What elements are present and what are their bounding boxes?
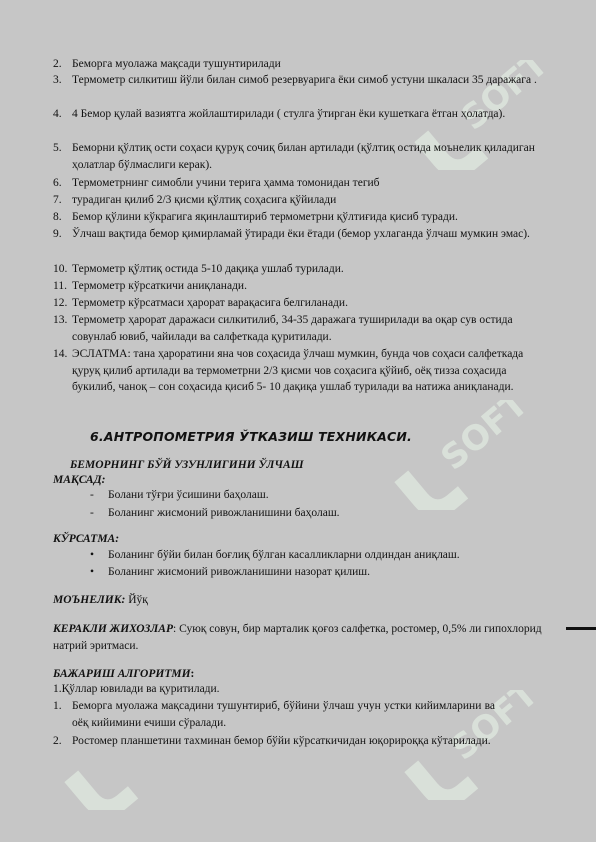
contraindication-line: МОЪНЕЛИК: Йўқ — [53, 594, 148, 606]
svg-text:SOFT: SOFT — [453, 60, 550, 139]
goal-item: - Болани тўғри ўсишини баҳолаш. — [90, 489, 269, 501]
goal-label: МАҚСАД: — [53, 474, 106, 486]
list-item: 5. Беморни қўлтиқ ости соҳаси қуруқ сочиқ билан артилади (қўлтиқ остида моънелик қиладиган ҳолатлар бўлмаслиги керак). — [53, 142, 535, 171]
list-item: 7. турадиган қилиб 2/3 қисми қўлтиқ соҳасига қўйилади — [53, 194, 337, 206]
goal-item: - Боланинг жисмоний ривожланишини баҳолаш. — [90, 507, 340, 519]
list-item: 3. Термометр силкитиш йўли билан симоб резервуарига ёки симоб устуни шкаласи 35 даражага . — [53, 74, 537, 86]
equipment-paragraph: КЕРАКЛИ ЖИХОЗЛАР: Суюқ совун, бир марталик қоғоз салфетка, ростомер, 0,5% ли гипохлорид натрий эритмаси. — [53, 623, 542, 652]
indication-label: КЎРСАТМА: — [53, 533, 120, 545]
subsection-title: БЕМОРНИНГ БЎЙ УЗУНЛИГИНИ ЎЛЧАШ — [70, 459, 304, 471]
svg-text:SOFT: SOFT — [433, 400, 530, 479]
svg-text:SOFT: SOFT — [443, 690, 540, 769]
list-item: 11. Термометр кўрсаткичи аниқланади. — [53, 280, 247, 292]
list-item: 8. Бемор қўлини кўкрагига яқинлаштириб термометрни қўлтиғида қисиб туради. — [53, 211, 458, 223]
algorithm-label: БАЖАРИШ АЛГОРИТМИ: — [53, 668, 195, 680]
list-item: 10. Термометр қўлтиқ остида 5-10 дақиқа ушлаб турилади. — [53, 263, 344, 275]
watermark-logo-middle — [370, 400, 530, 510]
list-item: 1. Беморга муолажа мақсадини тушунтириб, бўйини ўлчаш учун устки кийимларини ва оёқ кийимини ечиши сўралади. — [53, 700, 495, 729]
list-item: 2. Ростомер планшетини тахминан бемор бўйи кўрсаткичидан юқорироққа кўтарилади. — [53, 735, 491, 747]
indication-item: • Боланинг жисмоний ривожланишини назорат қилиш. — [90, 566, 370, 578]
list-item: 14. ЭСЛАТМА: тана ҳароратини яна чов соҳасида ўлчаш мумкин, бунда чов соҳаси салфеткада қуруқ қилиб артилади ва термометрни 2/3 қисми чов соҳасига қўйиб, оёқ тизза соҳасида букилиб, чаноқ – сон соҳасида қисиб 5- 10 дақиқа ушлаб турилади ва натижа аниқланади. — [53, 348, 524, 393]
section-title: 6.АНТРОПОМЕТРИЯ ЎТКАЗИШ ТЕХНИКАСИ. — [90, 429, 412, 444]
list-item: 13. Термометр ҳарорат даражаси силкитилиб, 34-35 даражага туширилади ва оқар сув остида совунлаб ювиб, чайилади ва салфеткада қуритилади. — [53, 314, 513, 343]
indication-item: • Боланинг бўйи билан боғлиқ бўлган касалликларни олдиндан аниқлаш. — [90, 549, 460, 561]
list-item: 2. Беморга муолажа мақсади тушунтирилади — [53, 58, 281, 70]
list-item: 12. Термометр кўрсатмаси ҳарорат варақасига белгиланади. — [53, 297, 348, 309]
list-item: 9. Ўлчаш вақтида бемор қимирламай ўтиради ёки ётади (бемор ухлаганда ўлчаш мумкин эмас). — [53, 228, 530, 240]
list-item: 6. Термометрнинг симобли учини терига ҳамма томонидан тегиб — [53, 177, 380, 189]
algorithm-intro: 1.Қўллар ювилади ва қуритилади. — [53, 683, 220, 695]
margin-mark — [566, 627, 596, 630]
list-item: 4. 4 Бемор қулай вазиятга жойлаштирилади ( стулга ўтирган ёки кушеткага ётган ҳолатда). — [53, 108, 506, 120]
